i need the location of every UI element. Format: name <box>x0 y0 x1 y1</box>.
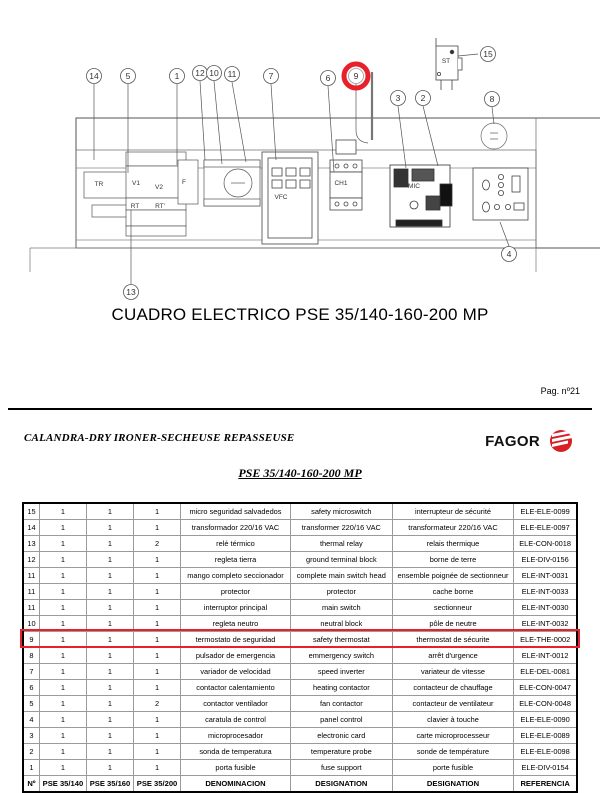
table-cell: contacteur de ventilateur <box>392 696 514 712</box>
callout-label: 13 <box>126 287 136 298</box>
table-cell: 12 <box>23 552 39 568</box>
table-cell: 1 <box>39 584 86 600</box>
page-number: Pag. nº21 <box>540 386 580 396</box>
table-cell: 1 <box>86 520 133 536</box>
table-row <box>23 664 577 680</box>
callout-5 <box>121 69 136 84</box>
table-cell: 1 <box>86 616 133 632</box>
table-column-header: DENOMINACION <box>181 776 291 793</box>
table-cell: ELE-INT-0031 <box>514 568 577 584</box>
parts-table <box>22 502 578 793</box>
table-cell: ELE-INT-0012 <box>514 648 577 664</box>
table-cell: contactor calentamiento <box>181 680 291 696</box>
table-cell: porta fusible <box>181 760 291 776</box>
table-cell: regleta neutro <box>181 616 291 632</box>
table-cell: panel control <box>290 712 392 728</box>
component-label-RT: RT <box>130 203 140 210</box>
table-cell: 3 <box>23 728 39 744</box>
table-cell: 1 <box>39 712 86 728</box>
header-divider-top <box>8 408 592 410</box>
table-cell: complete main switch head <box>290 568 392 584</box>
callout-label: 3 <box>395 93 401 104</box>
callout-label: 12 <box>195 68 205 79</box>
table-cell: ELE-ELE-0090 <box>514 712 577 728</box>
table-cell: interruptor principal <box>181 600 291 616</box>
component-label-F: F <box>182 179 186 186</box>
component-label-MIC: MIC <box>408 183 420 190</box>
callout-label: 11 <box>227 69 237 80</box>
table-cell: relé térmico <box>181 536 291 552</box>
table-row <box>23 760 577 776</box>
table-cell: 4 <box>23 712 39 728</box>
table-cell: 1 <box>134 760 181 776</box>
table-row <box>23 552 577 568</box>
table-cell: contacteur de chauffage <box>392 680 514 696</box>
table-cell: 1 <box>134 503 181 520</box>
diagram-caption: CUADRO ELECTRICO PSE 35/140-160-200 MP <box>111 305 489 324</box>
table-cell: 1 <box>39 744 86 760</box>
table-cell: 1 <box>39 632 86 648</box>
table-cell: ELE-CON-0047 <box>514 680 577 696</box>
callout-11 <box>225 67 240 82</box>
table-row <box>23 503 577 520</box>
table-cell: interrupteur de sécurité <box>392 503 514 520</box>
table-cell: 1 <box>39 552 86 568</box>
table-cell: 1 <box>39 503 86 520</box>
table-cell: cache borne <box>392 584 514 600</box>
table-row <box>23 744 577 760</box>
table-column-header: REFERENCIA <box>514 776 577 793</box>
table-cell: 1 <box>86 728 133 744</box>
table-cell: 1 <box>86 664 133 680</box>
table-cell: ensemble poignée de sectionneur <box>392 568 514 584</box>
table-cell: clavier à touche <box>392 712 514 728</box>
table-cell: 11 <box>23 568 39 584</box>
table-row <box>23 728 577 744</box>
table-row <box>23 648 577 664</box>
table-cell: porte fusible <box>392 760 514 776</box>
component-label-V2: V2 <box>155 184 163 191</box>
callout-label: 14 <box>89 71 99 82</box>
table-cell: ELE-INT-0030 <box>514 600 577 616</box>
document-header <box>0 414 600 500</box>
callout-10 <box>207 66 222 81</box>
table-cell: 1 <box>86 552 133 568</box>
callout-label: 10 <box>209 68 219 79</box>
table-cell: carte microprocesseur <box>392 728 514 744</box>
table-cell: heating contactor <box>290 680 392 696</box>
fagor-wordmark: FAGOR <box>485 432 540 450</box>
table-cell: 6 <box>23 680 39 696</box>
table-cell: thermal relay <box>290 536 392 552</box>
table-cell: neutral block <box>290 616 392 632</box>
callout-label: 7 <box>268 71 274 82</box>
table-cell: micro seguridad salvadedos <box>181 503 291 520</box>
table-cell: borne de terre <box>392 552 514 568</box>
table-cell: safety microswitch <box>290 503 392 520</box>
table-cell: 1 <box>86 568 133 584</box>
table-cell: ELE-DIV-0154 <box>514 760 577 776</box>
fagor-mark-icon <box>546 428 576 454</box>
table-column-header: PSE 35/200 <box>134 776 181 793</box>
table-cell: 1 <box>86 648 133 664</box>
table-cell: ELE-ELE-0097 <box>514 520 577 536</box>
table-column-header: DESIGNATION <box>392 776 514 793</box>
component-label-VFC: VFC <box>274 194 288 201</box>
table-cell: 1 <box>134 712 181 728</box>
table-cell: 2 <box>23 744 39 760</box>
callout-7 <box>264 69 279 84</box>
table-cell: fuse support <box>290 760 392 776</box>
table-cell: variador de velocidad <box>181 664 291 680</box>
table-cell: sonda de temperatura <box>181 744 291 760</box>
table-cell: arrêt d'urgence <box>392 648 514 664</box>
table-cell: 1 <box>86 632 133 648</box>
table-cell: ELE-INT-0032 <box>514 616 577 632</box>
document-subtitle: CALANDRA-DRY IRONER-SECHEUSE REPASSEUSE <box>24 432 295 444</box>
table-cell: 1 <box>134 728 181 744</box>
table-cell: 1 <box>23 760 39 776</box>
table-cell: 1 <box>39 520 86 536</box>
component-label-RT: RT' <box>155 203 165 210</box>
table-cell: speed inverter <box>290 664 392 680</box>
table-header-row <box>23 776 577 793</box>
table-cell: 2 <box>134 536 181 552</box>
table-cell: 1 <box>39 696 86 712</box>
table-cell: transformateur 220/16 VAC <box>392 520 514 536</box>
table-cell: 1 <box>39 760 86 776</box>
table-cell: ELE-DIV-0156 <box>514 552 577 568</box>
table-cell: variateur de vitesse <box>392 664 514 680</box>
table-cell: transformador 220/16 VAC <box>181 520 291 536</box>
callout-3 <box>391 91 406 106</box>
table-cell: 1 <box>86 712 133 728</box>
callout-4 <box>502 247 517 262</box>
table-row <box>23 600 577 616</box>
table-cell: pulsador de emergencia <box>181 648 291 664</box>
table-cell: 1 <box>134 664 181 680</box>
table-column-header: PSE 35/160 <box>86 776 133 793</box>
parts-table-container <box>22 502 578 793</box>
table-cell: 5 <box>23 696 39 712</box>
table-cell: caratula de control <box>181 712 291 728</box>
callout-label: 5 <box>125 71 131 82</box>
table-cell: 1 <box>134 552 181 568</box>
table-cell: 13 <box>23 536 39 552</box>
table-cell: 1 <box>86 536 133 552</box>
table-cell: main switch <box>290 600 392 616</box>
table-cell: 8 <box>23 648 39 664</box>
table-row <box>23 520 577 536</box>
component-label-CH1: CH1 <box>334 180 348 187</box>
table-column-header: DESIGNATION <box>290 776 392 793</box>
callout-12 <box>193 66 208 81</box>
table-cell: protector <box>181 584 291 600</box>
table-cell: mango completo seccionador <box>181 568 291 584</box>
table-row <box>23 632 577 648</box>
callout-8 <box>485 92 500 107</box>
callout-1 <box>170 69 185 84</box>
callout-label: 1 <box>174 71 180 82</box>
table-cell: ELE-ELE-0089 <box>514 728 577 744</box>
table-cell: ELE-CON-0018 <box>514 536 577 552</box>
callout-15 <box>481 47 496 62</box>
table-cell: termostato de seguridad <box>181 632 291 648</box>
table-cell: 1 <box>134 600 181 616</box>
callout-13 <box>124 285 139 300</box>
table-cell: 1 <box>39 728 86 744</box>
table-cell: sonde de température <box>392 744 514 760</box>
table-cell: 14 <box>23 520 39 536</box>
table-cell: protector <box>290 584 392 600</box>
model-title: PSE 35/140-160-200 MP <box>238 466 362 480</box>
callout-14 <box>87 69 102 84</box>
table-cell: 1 <box>134 584 181 600</box>
callout-6 <box>321 71 336 86</box>
table-cell: ground terminal block <box>290 552 392 568</box>
table-cell: 10 <box>23 616 39 632</box>
table-cell: 15 <box>23 503 39 520</box>
table-cell: ELE-ELE-0099 <box>514 503 577 520</box>
table-cell: 1 <box>134 616 181 632</box>
component-label-ST: ST <box>441 58 451 65</box>
table-row <box>23 712 577 728</box>
table-cell: 1 <box>134 648 181 664</box>
table-cell: 11 <box>23 600 39 616</box>
table-cell: safety thermostat <box>290 632 392 648</box>
fagor-logo <box>485 428 576 454</box>
callout-label: 9 <box>353 71 359 82</box>
callout-label: 2 <box>420 93 426 104</box>
table-cell: ELE-DEL-0081 <box>514 664 577 680</box>
table-cell: pôle de neutre <box>392 616 514 632</box>
table-row <box>23 536 577 552</box>
table-row <box>23 568 577 584</box>
callout-label: 8 <box>489 94 495 105</box>
table-cell: fan contactor <box>290 696 392 712</box>
table-cell: contactor ventilador <box>181 696 291 712</box>
table-cell: 1 <box>39 600 86 616</box>
table-row <box>23 680 577 696</box>
table-cell: 1 <box>86 744 133 760</box>
table-cell: 1 <box>39 536 86 552</box>
table-cell: 9 <box>23 632 39 648</box>
table-cell: 1 <box>39 680 86 696</box>
table-cell: ELE-CON-0048 <box>514 696 577 712</box>
table-cell: 1 <box>39 616 86 632</box>
table-cell: 1 <box>86 503 133 520</box>
table-cell: 1 <box>39 568 86 584</box>
table-cell: ELE-ELE-0098 <box>514 744 577 760</box>
table-cell: 1 <box>86 696 133 712</box>
table-cell: emmergency switch <box>290 648 392 664</box>
table-cell: 11 <box>23 584 39 600</box>
table-cell: 1 <box>134 520 181 536</box>
table-column-header: Nº <box>23 776 39 793</box>
callout-label: 6 <box>325 73 331 84</box>
table-cell: microprocesador <box>181 728 291 744</box>
table-cell: 1 <box>134 744 181 760</box>
table-cell: 7 <box>23 664 39 680</box>
table-row <box>23 584 577 600</box>
callout-label: 15 <box>483 49 493 60</box>
table-row <box>23 696 577 712</box>
table-cell: ELE-INT-0033 <box>514 584 577 600</box>
table-cell: 1 <box>134 680 181 696</box>
table-cell: 1 <box>39 664 86 680</box>
component-label-V1: V1 <box>132 180 140 187</box>
table-column-header: PSE 35/140 <box>39 776 86 793</box>
table-cell: 1 <box>86 680 133 696</box>
table-cell: thermostat de sécurite <box>392 632 514 648</box>
table-cell: transformer 220/16 VAC <box>290 520 392 536</box>
table-cell: 1 <box>39 648 86 664</box>
component-label-TR: TR <box>94 181 104 188</box>
table-row <box>23 616 577 632</box>
table-cell: electronic card <box>290 728 392 744</box>
table-cell: 1 <box>86 600 133 616</box>
table-cell: 2 <box>134 696 181 712</box>
table-cell: 1 <box>86 584 133 600</box>
table-cell: regleta tierra <box>181 552 291 568</box>
table-cell: ELE-THE-0002 <box>514 632 577 648</box>
table-cell: 1 <box>86 760 133 776</box>
callout-label: 4 <box>506 249 512 260</box>
table-cell: relais thermique <box>392 536 514 552</box>
callout-2 <box>416 91 431 106</box>
table-cell: 1 <box>134 568 181 584</box>
table-cell: sectionneur <box>392 600 514 616</box>
table-cell: temperature probe <box>290 744 392 760</box>
table-cell: 1 <box>134 632 181 648</box>
